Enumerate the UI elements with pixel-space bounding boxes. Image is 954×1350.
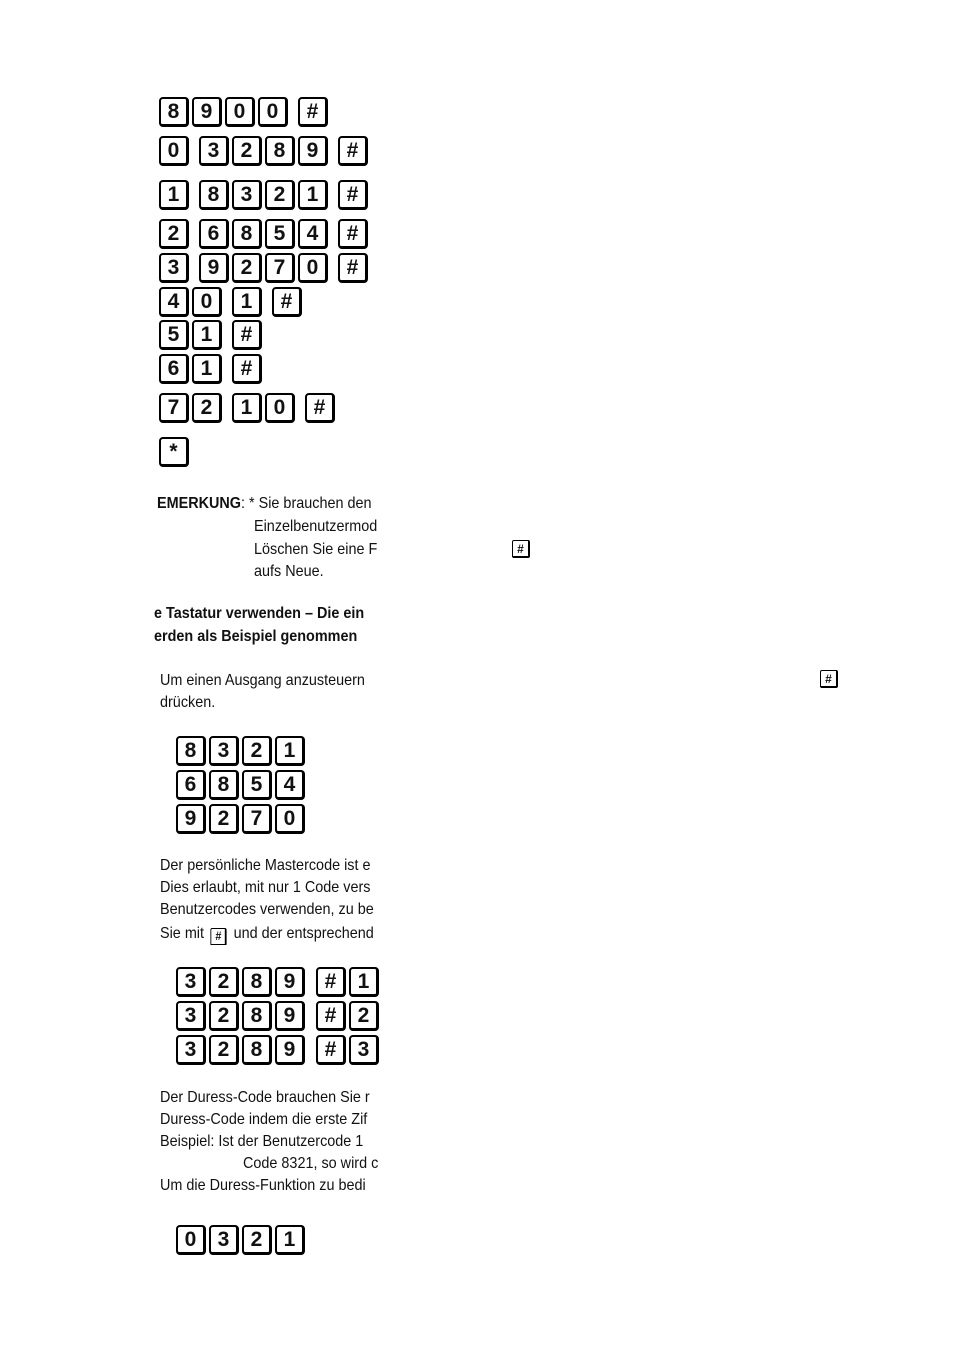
digit-key-7: 7 [242, 804, 272, 834]
digit-key-2: 2 [209, 967, 239, 997]
digit-key-2: 2 [209, 1001, 239, 1031]
keypad-row [159, 253, 371, 283]
duress-para-line-4: Code 8321, so wird c [243, 1155, 379, 1172]
digit-key-3: 3 [199, 136, 229, 166]
keypad-row [159, 180, 371, 210]
digit-key-1: 1 [349, 967, 379, 997]
hash-key-icon: # [820, 670, 838, 688]
user-code-row [176, 770, 308, 800]
digit-key-9: 9 [176, 804, 206, 834]
digit-key-0: 0 [298, 253, 328, 283]
note-line-1: EMERKUNG: * Sie brauchen den [157, 495, 372, 512]
duress-para-line-2: Duress-Code indem die erste Zif [160, 1111, 368, 1128]
digit-key-8: 8 [209, 770, 239, 800]
digit-key-9: 9 [192, 97, 222, 127]
user-code-row [176, 736, 308, 766]
digit-key-0: 0 [159, 136, 189, 166]
star-key-icon: * [159, 437, 189, 467]
digit-key-0: 0 [275, 804, 305, 834]
keypad-row [159, 354, 265, 384]
digit-key-9: 9 [275, 967, 305, 997]
digit-key-1: 1 [192, 354, 222, 384]
digit-key-1: 1 [232, 393, 262, 423]
section-heading-line-2: erden als Beispiel genommen [154, 628, 358, 645]
digit-key-4: 4 [298, 219, 328, 249]
digit-key-2: 2 [209, 1035, 239, 1065]
digit-key-4: 4 [159, 287, 189, 317]
hash-key-icon: # [272, 287, 302, 317]
keypad-row [159, 136, 371, 166]
master-code-row [176, 1035, 382, 1065]
digit-key-4: 4 [275, 770, 305, 800]
master-para-line-3: Benutzercodes verwenden, zu be [160, 901, 374, 918]
duress-para-line-1: Der Duress-Code brauchen Sie r [160, 1089, 370, 1106]
digit-key-2: 2 [232, 253, 262, 283]
master-para-line-4: Sie mit # und der entsprechend [150, 921, 386, 945]
digit-key-3: 3 [176, 1001, 206, 1031]
digit-key-5: 5 [159, 320, 189, 350]
hash-key-icon: # [338, 253, 368, 283]
hash-key-icon: # [211, 928, 227, 946]
hash-key-icon: # [232, 320, 262, 350]
digit-key-8: 8 [242, 1001, 272, 1031]
digit-key-2: 2 [159, 219, 189, 249]
duress-para-line-5: Um die Duress-Funktion zu bedi [160, 1177, 366, 1194]
digit-key-7: 7 [265, 253, 295, 283]
digit-key-1: 1 [192, 320, 222, 350]
digit-key-1: 1 [232, 287, 262, 317]
hash-key-icon: # [338, 219, 368, 249]
digit-key-9: 9 [275, 1001, 305, 1031]
digit-key-8: 8 [265, 136, 295, 166]
keypad-row [159, 97, 331, 127]
note-line-3: Löschen Sie eine F [254, 541, 378, 558]
digit-key-2: 2 [209, 804, 239, 834]
digit-key-9: 9 [275, 1035, 305, 1065]
note-label: EMERKUNG [157, 495, 242, 512]
digit-key-8: 8 [199, 180, 229, 210]
output-para-line-1: Um einen Ausgang anzusteuern [160, 672, 365, 689]
digit-key-8: 8 [242, 1035, 272, 1065]
keypad-row [159, 320, 265, 350]
note-line-4: aufs Neue. [254, 563, 324, 580]
digit-key-0: 0 [258, 97, 288, 127]
master-para-line-1: Der persönliche Mastercode ist e [160, 857, 371, 874]
hash-key-icon: # [305, 393, 335, 423]
digit-key-2: 2 [242, 736, 272, 766]
digit-key-3: 3 [232, 180, 262, 210]
digit-key-8: 8 [242, 967, 272, 997]
digit-key-6: 6 [159, 354, 189, 384]
user-code-row [176, 804, 308, 834]
digit-key-7: 7 [159, 393, 189, 423]
digit-key-3: 3 [176, 967, 206, 997]
digit-key-3: 3 [349, 1035, 379, 1065]
digit-key-1: 1 [298, 180, 328, 210]
hash-key-icon: # [316, 1001, 346, 1031]
digit-key-2: 2 [242, 1225, 272, 1255]
digit-key-2: 2 [265, 180, 295, 210]
note-line-2: Einzelbenutzermod [254, 518, 378, 535]
keypad-row [159, 219, 371, 249]
digit-key-9: 9 [199, 253, 229, 283]
hash-key-icon: # [512, 540, 530, 558]
digit-key-5: 5 [265, 219, 295, 249]
digit-key-1: 1 [159, 180, 189, 210]
hash-key-icon: # [316, 1035, 346, 1065]
keypad-row [159, 287, 305, 317]
digit-key-8: 8 [159, 97, 189, 127]
digit-key-1: 1 [275, 736, 305, 766]
digit-key-2: 2 [192, 393, 222, 423]
digit-key-0: 0 [176, 1225, 206, 1255]
digit-key-1: 1 [275, 1225, 305, 1255]
digit-key-9: 9 [298, 136, 328, 166]
digit-key-8: 8 [176, 736, 206, 766]
duress-code-row [176, 1225, 308, 1255]
hash-key-icon: # [232, 354, 262, 384]
digit-key-5: 5 [242, 770, 272, 800]
hash-key-icon: # [338, 180, 368, 210]
digit-key-2: 2 [349, 1001, 379, 1031]
hash-key-icon: # [298, 97, 328, 127]
digit-key-8: 8 [232, 219, 262, 249]
output-para-line-2: drücken. [160, 694, 216, 711]
digit-key-0: 0 [225, 97, 255, 127]
hash-key-icon: # [316, 967, 346, 997]
master-code-row [176, 1001, 382, 1031]
duress-para-line-3: Beispiel: Ist der Benutzercode 1 [160, 1133, 364, 1150]
digit-key-2: 2 [232, 136, 262, 166]
digit-key-0: 0 [192, 287, 222, 317]
digit-key-3: 3 [176, 1035, 206, 1065]
section-heading-line-1: e Tastatur verwenden – Die ein [154, 605, 365, 622]
digit-key-0: 0 [265, 393, 295, 423]
digit-key-3: 3 [159, 253, 189, 283]
digit-key-6: 6 [176, 770, 206, 800]
hash-key-icon: # [338, 136, 368, 166]
digit-key-3: 3 [209, 1225, 239, 1255]
master-code-row [176, 967, 382, 997]
digit-key-6: 6 [199, 219, 229, 249]
keypad-row [159, 437, 192, 467]
keypad-row [159, 393, 338, 423]
master-para-line-2: Dies erlaubt, mit nur 1 Code vers [160, 879, 371, 896]
digit-key-3: 3 [209, 736, 239, 766]
